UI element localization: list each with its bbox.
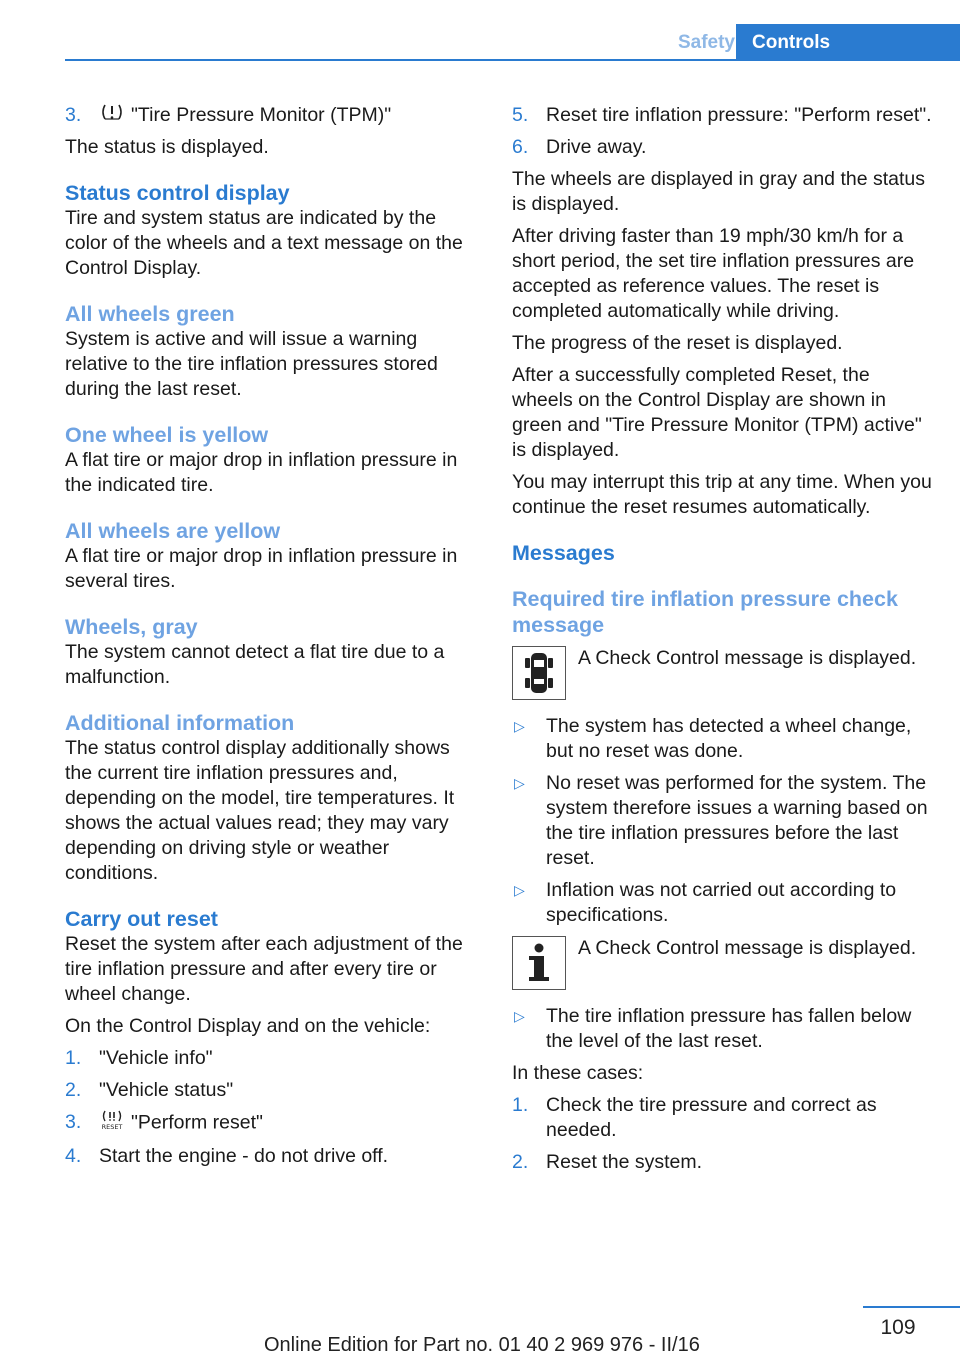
check-control-message-2 — [512, 936, 932, 990]
paragraph: The progress of the reset is displayed. — [512, 332, 843, 354]
list-item — [512, 714, 932, 764]
triangle-bullet-icon: ▷ — [514, 1008, 525, 1024]
wheels-gray-text: The system cannot detect a flat tire due to a malfunction. — [65, 641, 445, 689]
paragraph: After driving faster than 19 mph/30 km/h for a short period, the set tire inflation pressures are accepted as reference values. The reset is completed automatically while driving. — [512, 225, 915, 322]
step-number: 1. — [512, 1094, 529, 1116]
edition-footer: Online Edition for Part no. 01 40 2 969 976 - II/16 — [264, 1334, 700, 1356]
step-number: 4. — [65, 1145, 82, 1168]
step-text: "Vehicle status" — [99, 1079, 234, 1102]
bullet-text: No reset was performed for the system. The system therefore issues a warning based on the tire inflation pressures before the last reset. — [546, 772, 928, 869]
paragraph: You may interrupt this trip at any time. When you continue the reset resumes automatically. — [512, 471, 932, 518]
bullet-list-2 — [512, 1004, 932, 1054]
all-yellow-text: A flat tire or major drop in inflation pressure in several tires. — [65, 545, 458, 593]
list-item — [512, 103, 932, 128]
step-number: 1. — [65, 1047, 82, 1070]
left-column — [65, 103, 480, 1176]
step-text: "Tire Pressure Monitor (TPM)" — [131, 104, 392, 126]
wheels-gray-heading: Wheels, gray — [65, 615, 198, 640]
list-item — [65, 1046, 480, 1071]
step-text: Reset the system. — [546, 1151, 703, 1173]
list-item — [512, 1093, 932, 1143]
cases-intro-text: In these cases: — [512, 1062, 644, 1084]
all-green-heading: All wheels green — [65, 302, 235, 327]
car-top-view-icon — [512, 646, 566, 700]
additional-info-text: The status control display additionally shows the current tire inflation pressures and, depending on the model, tire temperatures. It shows the actual values read; they may vary depending on driving style or weather conditions. — [65, 737, 455, 885]
status-control-heading: Status control display — [65, 181, 290, 206]
status-control-text: Tire and system status are indicated by the color of the wheels and a text message on the Control Display. — [65, 207, 463, 280]
all-green-text: System is active and will issue a warning relative to the tire inflation pressures stored during the last reset. — [65, 328, 438, 401]
all-yellow-heading: All wheels are yellow — [65, 519, 281, 544]
one-yellow-heading: One wheel is yellow — [65, 423, 269, 448]
step-number: 5. — [512, 104, 529, 126]
bullet-list-1 — [512, 714, 932, 928]
step-text: Reset tire inflation pressure: "Perform reset". — [546, 104, 932, 126]
step-text: "Vehicle info" — [99, 1047, 213, 1070]
step-text: Drive away. — [546, 136, 647, 158]
tab-safety[interactable]: Safety — [677, 32, 735, 53]
reset-intro-text: On the Control Display and on the vehicle: — [65, 1015, 431, 1038]
bullet-text: The system has detected a wheel change, but no reset was done. — [546, 715, 912, 762]
step-text: "Perform reset" — [131, 1112, 263, 1134]
svg-text:RESET: RESET — [101, 1123, 123, 1131]
messages-heading: Messages — [512, 541, 615, 565]
list-item — [512, 771, 932, 871]
header-rule — [65, 59, 960, 61]
list-item — [65, 1110, 480, 1137]
triangle-bullet-icon: ▷ — [514, 882, 525, 898]
bullet-text: Inflation was not carried out according to specifications. — [546, 879, 897, 926]
check-control-text: A Check Control message is displayed. — [578, 647, 917, 669]
footer-rule — [863, 1306, 960, 1308]
step-number: 6. — [512, 136, 529, 158]
tire-reset-icon — [99, 1110, 125, 1137]
bullet-text: The tire inflation pressure has fallen below the level of the last reset. — [546, 1005, 912, 1052]
step-number: 2. — [512, 1151, 529, 1173]
step-number: 3. — [65, 1111, 82, 1134]
paragraph: The wheels are displayed in gray and the status is displayed. — [512, 168, 925, 215]
carry-out-reset-heading: Carry out reset — [65, 907, 218, 932]
check-control-message-1 — [512, 646, 932, 700]
status-displayed-text: The status is displayed. — [65, 136, 269, 159]
one-yellow-text: A flat tire or major drop in inflation pressure in the indicated tire. — [65, 449, 458, 497]
triangle-bullet-icon: ▷ — [514, 775, 525, 791]
paragraph: After a successfully completed Reset, the wheels on the Control Display are shown in green and "Tire Pressure Monitor (TPM) active" is displayed. — [512, 364, 922, 461]
list-item — [512, 878, 932, 928]
check-control-text: A Check Control message is displayed. — [578, 937, 917, 959]
list-item — [65, 103, 480, 128]
step-number: 3. — [65, 104, 82, 126]
right-column — [512, 103, 932, 1182]
additional-info-heading: Additional information — [65, 711, 295, 736]
carry-out-reset-text: Reset the system after each adjustment of the tire inflation pressure and after every tire or wheel change. — [65, 933, 463, 1006]
list-item — [512, 135, 932, 160]
list-item — [512, 1150, 932, 1175]
list-item — [512, 1004, 932, 1054]
page-number: 109 — [880, 1316, 916, 1339]
list-item — [65, 1144, 480, 1169]
triangle-bullet-icon: ▷ — [514, 718, 525, 734]
info-icon — [512, 936, 566, 990]
reset-step-list — [65, 1046, 480, 1169]
required-check-heading: Required tire inflation pressure check message — [512, 587, 898, 637]
tire-pressure-warning-icon — [99, 103, 125, 128]
step-list-top — [65, 103, 480, 128]
tab-controls[interactable]: Controls — [736, 24, 960, 61]
list-item — [65, 1078, 480, 1103]
step-text: Start the engine - do not drive off. — [99, 1145, 389, 1168]
step-list-continued — [512, 103, 932, 160]
cases-list — [512, 1093, 932, 1175]
step-number: 2. — [65, 1079, 82, 1102]
step-text: Check the tire pressure and correct as needed. — [546, 1094, 877, 1141]
